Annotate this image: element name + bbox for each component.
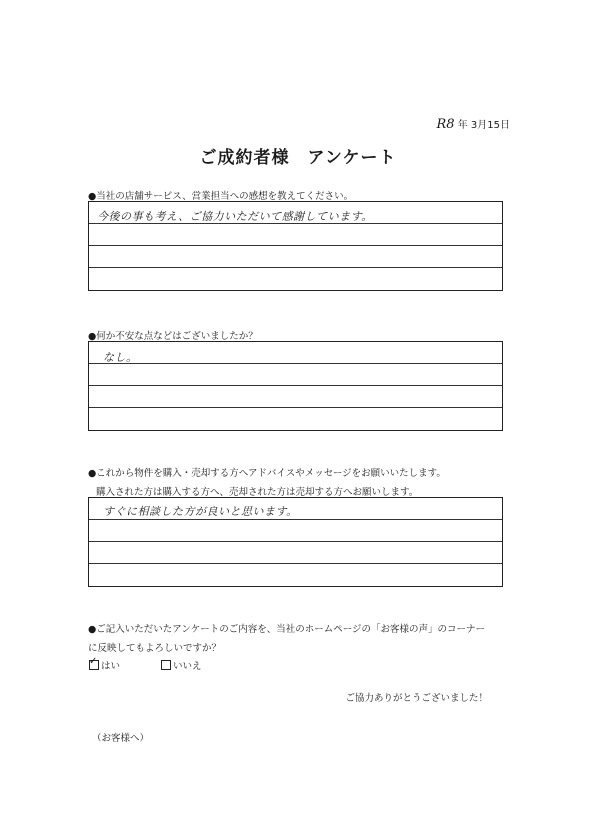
answer-line xyxy=(89,363,502,364)
question-3-subtext: 購入された方は購入する方へ、売却された方は売却する方へお願いします。 xyxy=(96,487,419,498)
checkbox-no[interactable] xyxy=(161,660,171,670)
consent-yes-option[interactable] xyxy=(89,658,120,672)
answer-line xyxy=(89,519,502,520)
answer-1-text: 今後の事も考え、ご協力いただいて感謝しています。 xyxy=(97,210,373,223)
page-title: ご成約者様 アンケート xyxy=(199,148,397,168)
survey-date xyxy=(436,116,510,132)
answer-box-1[interactable] xyxy=(88,201,503,291)
answer-box-3[interactable] xyxy=(88,497,503,587)
answer-line xyxy=(89,385,502,386)
customer-note: （お客様へ） xyxy=(92,733,150,744)
question-1: ●当社の店舗サービス、営業担当への感想を教えてください。 xyxy=(88,191,354,202)
answer-line xyxy=(89,541,502,542)
question-4-line-2: に反映してもよろしいですか？ xyxy=(88,643,222,654)
date-year-suffix: 年 xyxy=(457,120,468,131)
answer-3-text: すぐに相談した方が良いと思います。 xyxy=(103,505,298,518)
date-era: R8 xyxy=(436,117,455,132)
answer-line xyxy=(89,245,502,246)
question-2: ●何か不安な点などはございましたか？ xyxy=(88,331,258,342)
checkbox-yes[interactable] xyxy=(89,660,99,670)
date-month-day: 3月15日 xyxy=(470,120,510,131)
consent-no-option[interactable] xyxy=(161,658,202,672)
question-3: ●これから物件を購入・売却する方へアドバイスやメッセージをお願いいたします。 xyxy=(88,468,446,479)
answer-2-text: なし。 xyxy=(103,351,138,364)
question-4-line-1: ●ご記入いただいたアンケートのご内容を、当社のホームページの「お客様の声」のコーナー xyxy=(88,624,486,635)
answer-box-2[interactable] xyxy=(88,341,503,431)
consent-yes-label: はい xyxy=(101,661,121,672)
answer-line xyxy=(89,563,502,564)
answer-line xyxy=(89,267,502,268)
answer-line xyxy=(89,407,502,408)
thanks-message: ご協力ありがとうございました！ xyxy=(345,693,488,704)
consent-no-label: いいえ xyxy=(173,661,202,672)
